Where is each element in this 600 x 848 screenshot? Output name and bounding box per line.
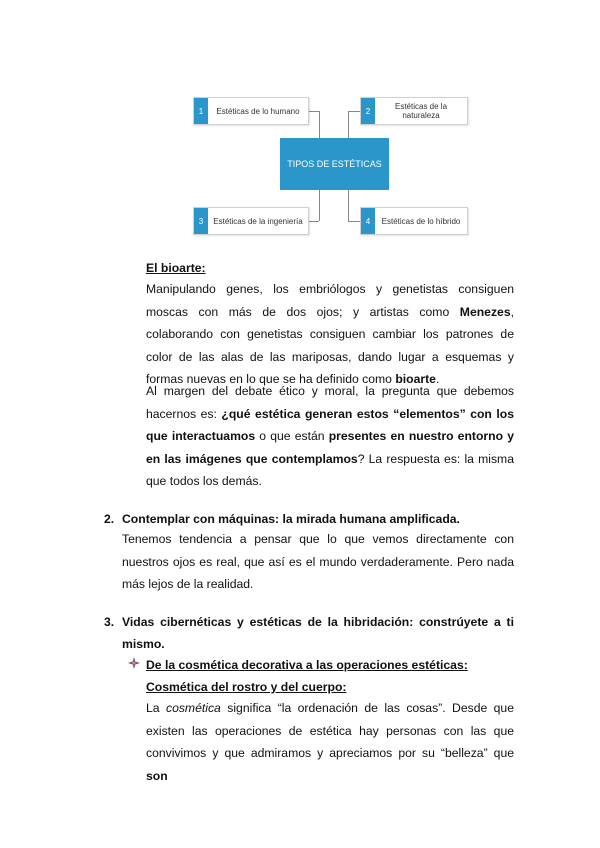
- section-2-number: 2.: [104, 512, 115, 526]
- diagram-box-3: [193, 207, 309, 235]
- section-3-bullet: De la cosmética decorativa a las operaciones estéticas:: [146, 658, 468, 672]
- connector-4: [348, 221, 360, 222]
- bioarte-paragraph-2: [146, 380, 514, 493]
- bioarte-p1-text-a: Manipulando genes, los embriólogos y genetistas consiguen moscas con más de dos ojos; y artistas como: [146, 282, 514, 319]
- diagram-box-label: Estéticas de la naturaleza: [394, 102, 448, 120]
- diagram-box-label: Estéticas de lo humano: [216, 106, 300, 116]
- bioarte-p2-presentes: presentes en nuestro entorno y en las imágenes que contemplamos: [146, 429, 514, 466]
- bioarte-p2-text-a: Al margen del debate ético y moral, la pregunta que debemos hacernos es:: [146, 384, 514, 421]
- bioarte-p1-bioarte: bioarte: [395, 372, 436, 386]
- bioarte-p2-question: ¿qué estética generan estos “elementos” con los que interactuamos: [146, 406, 514, 443]
- section-3-title: Vidas cibernéticas y estéticas de la hibridación: constrúyete a ti mismo.: [122, 615, 514, 651]
- connector-3v: [319, 190, 320, 221]
- types-of-aesthetics-diagram: [0, 0, 600, 250]
- bioarte-p1-text-e: .: [435, 372, 440, 386]
- diagram-box-1: [193, 97, 309, 125]
- section-2-paragraph: Tenemos tendencia a pensar que lo que vemos directamente con nuestros ojos es real, que así es el mundo verdaderamente. Pero nada más lejos de la realidad.: [122, 532, 514, 591]
- section-3-text-a: La: [146, 701, 166, 715]
- section-2-title: Contemplar con máquinas: la mirada humana amplificada.: [122, 512, 460, 526]
- star-bullet-icon: [128, 657, 140, 669]
- connector-1v: [319, 111, 320, 138]
- diagram-box-label: Estéticas de la ingeniería: [213, 216, 303, 226]
- bioarte-title: El bioarte:: [146, 261, 206, 275]
- diagram-box-number: 2: [361, 98, 375, 124]
- bioarte-paragraph-1: [146, 278, 514, 391]
- bioarte-p2-text-c: o que están: [255, 429, 329, 443]
- connector-4v: [348, 190, 349, 221]
- diagram-box-number: 1: [194, 98, 208, 124]
- diagram-box-number: 3: [194, 208, 208, 234]
- diagram-box-4: [360, 207, 468, 235]
- diagram-box-2: [360, 97, 468, 125]
- section-3-son: son: [146, 768, 168, 783]
- diagram-box-label: Estéticas de lo híbrido: [381, 216, 461, 226]
- bioarte-p1-menezes: Menezes: [459, 304, 511, 319]
- section-3-subtitle: Cosmética del rostro y del cuerpo:: [146, 680, 347, 694]
- section-3-cosmetica: cosmética: [165, 701, 221, 715]
- section-3-text-c: significa “la ordenación de las cosas”. Desde que existen las operaciones de estética hay personas con las que convivimos y que admiramos y apreciamos por su “belleza” que: [146, 701, 514, 760]
- connector-2v: [348, 111, 349, 138]
- section-3-number: 3.: [104, 615, 115, 629]
- section-3-paragraph: [146, 697, 514, 787]
- bioarte-p2-text-e: ? La respuesta es: la misma que todos los demás.: [146, 451, 514, 488]
- connector-2: [348, 111, 360, 112]
- bioarte-p1-text-c: , colaborando con genetistas consiguen cambiar los patrones de color de las alas de las mariposas, dando lugar a esquemas y formas nuevas en lo que se ha definido como: [146, 304, 514, 386]
- diagram-center-box: TIPOS DE ESTÉTICAS: [280, 138, 389, 190]
- diagram-box-number: 4: [361, 208, 375, 234]
